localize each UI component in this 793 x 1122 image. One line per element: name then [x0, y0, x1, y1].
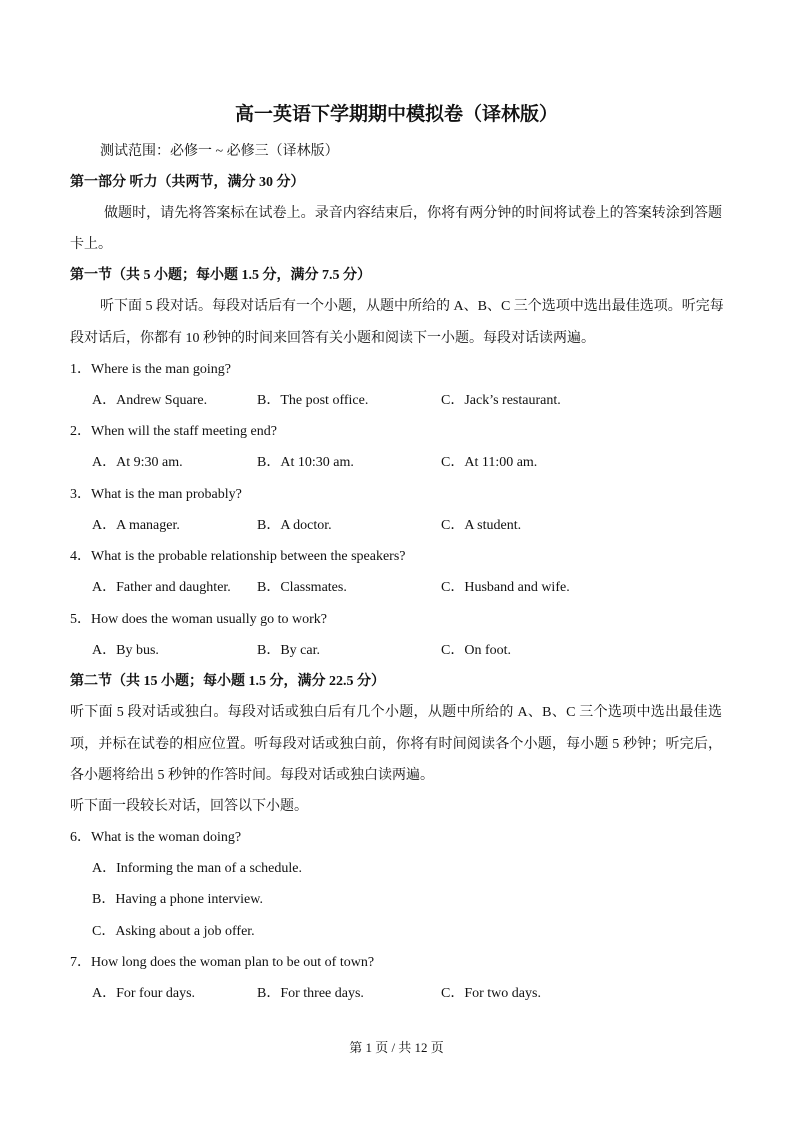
q4-option-c: C．Husband and wife. [441, 580, 570, 595]
section2-sub-instruction: 听下面一段较长对话，回答以下小题。 [70, 799, 308, 814]
q2-option-c: C．At 11:00 am. [441, 455, 538, 470]
q6-option-c: C．Asking about a job offer. [92, 924, 255, 939]
q5-option-b: B．By car. [257, 643, 320, 658]
q1-option-a: A．Andrew Square. [92, 393, 208, 408]
section1-heading: 第一节（共 5 小题；每小题 1.5 分，满分 7.5 分） [70, 268, 371, 283]
section2-heading: 第二节（共 15 小题；每小题 1.5 分，满分 22.5 分） [70, 674, 385, 689]
page-title: 高一英语下学期期中模拟卷（译林版） [234, 104, 558, 125]
q3-option-a: A．A manager. [92, 518, 180, 533]
page-number-footer: 第 1 页 / 共 12 页 [349, 1040, 444, 1055]
q1-option-c: C．Jack’s restaurant. [441, 393, 561, 408]
part1-instructions-line1: 做题时，请先将答案标在试卷上。录音内容结束后，你将有两分钟的时间将试卷上的答案转涂到答题 [104, 206, 722, 221]
q2-option-b: B．At 10:30 am. [257, 455, 354, 470]
q4-option-b: B．Classmates. [257, 580, 347, 595]
q7-option-b: B．For three days. [257, 986, 364, 1001]
section2-instructions-line3: 各小题将给出 5 秒钟的作答时间。每段对话或独白读两遍。 [70, 768, 434, 783]
q1-option-b: B．The post office. [257, 393, 369, 408]
q6-option-a: A．Informing the man of a schedule. [92, 861, 302, 876]
test-scope: 测试范围：必修一 ~ 必修三（译林版） [100, 144, 339, 159]
q6-option-b: B．Having a phone interview. [92, 892, 263, 907]
section2-instructions-line1: 听下面 5 段对话或独白。每段对话或独白后有几个小题，从题中所给的 A、B、C 三个选项中选出最佳选 [70, 705, 722, 720]
q5-option-c: C．On foot. [441, 643, 511, 658]
question-2: 2．When will the staff meeting end? [70, 424, 277, 439]
q5-option-a: A．By bus. [92, 643, 159, 658]
question-1: 1．Where is the man going? [70, 362, 231, 377]
question-3: 3．What is the man probably? [70, 487, 242, 502]
q2-option-a: A．At 9:30 am. [92, 455, 183, 470]
section2-instructions-line2: 项，并标在试卷的相应位置。听每段对话或独白前，你将有时间阅读各个小题，每小题 5 秒钟；听完后， [70, 737, 722, 752]
question-6: 6．What is the woman doing? [70, 830, 242, 845]
q7-option-a: A．For four days. [92, 986, 196, 1001]
section1-instructions-line2: 段对话后，你都有 10 秒钟的时间来回答有关小题和阅读下一小题。每段对话读两遍。 [70, 331, 595, 346]
question-7: 7．How long does the woman plan to be out of town? [70, 955, 375, 970]
q3-option-b: B．A doctor. [257, 518, 332, 533]
question-5: 5．How does the woman usually go to work? [70, 612, 328, 627]
q3-option-c: C．A student. [441, 518, 522, 533]
part1-heading: 第一部分 听力（共两节，满分 30 分） [70, 175, 305, 190]
section1-instructions-line1: 听下面 5 段对话。每段对话后有一个小题，从题中所给的 A、B、C 三个选项中选出最佳选项。听完每 [100, 299, 724, 314]
question-4: 4．What is the probable relationship between the speakers? [70, 549, 406, 564]
q7-option-c: C．For two days. [441, 986, 541, 1001]
q4-option-a: A．Father and daughter. [92, 580, 231, 595]
part1-instructions-line2: 卡上。 [70, 237, 112, 252]
